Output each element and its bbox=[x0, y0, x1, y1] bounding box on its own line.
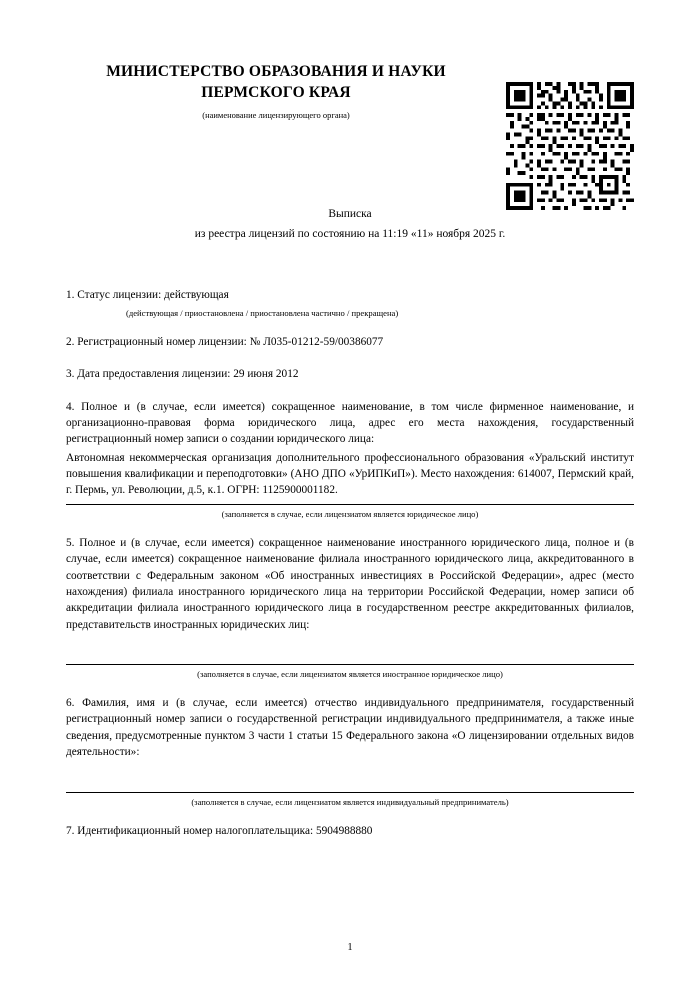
item-5-note: (заполняется в случае, если лицензиатом является иностранное юридическое лицо) bbox=[197, 669, 503, 680]
ministry-title-line2: ПЕРМСКОГО КРАЯ bbox=[201, 83, 351, 101]
item-7-taxpayer-number: 7. Идентификационный номер налогоплательщика: 5904988880 bbox=[66, 824, 373, 837]
item-6-individual-entrepreneur: 6. Фамилия, имя и (в случае, если имеется) отчество индивидуального предпринимателя, государственный регистрационный номер записи о государственной регистрации индивидуального предпринимателя, а также иные сведения, предусмотренные пунктом 3 части 1 статьи 15 Федерального закона «О лицензировании отдельных видов деятельности»: bbox=[66, 697, 634, 759]
item-4-value: Автономная некоммерческая организация дополнительного профессионального образования «Уральский институт повышения квалификации и переподготовки» (АНО ДПО «УрИПКиП»). Место нахождения: 614007, Пермский край, г. Пермь, ул. Революции, д.5, к.1. ОГРН: 1125900001182. bbox=[66, 451, 634, 497]
qr-code-icon bbox=[506, 82, 634, 210]
doc-title-line1: Выписка bbox=[328, 207, 372, 220]
item-3-issue-date: 3. Дата предоставления лицензии: 29 июня 2012 bbox=[66, 368, 299, 381]
item-5-blank-space bbox=[66, 633, 634, 659]
item-6-note: (заполняется в случае, если лицензиатом является индивидуальный предприниматель) bbox=[191, 796, 509, 807]
item-4-legal-entity-name: 4. Полное и (в случае, если имеется) сокращенное наименование, в том числе фирменное наименование, и организационно-правовая форма юридического лица, адрес его места нахождения, государственный регистрационный номер записи о создании юридического лица: bbox=[66, 400, 634, 446]
item-5-foreign-entity-name: 5. Полное и (в случае, если имеется) сокращенное наименование иностранного юридического лица, полное и (в случае, если имеется) сокращенное наименование филиала иностранного юридического лица, аккредитованного в соответствии с Федеральным законом «Об иностранных инвестициях в Российской Федерации», адрес (место нахождения) филиала иностранного юридического лица на территории Российской Федерации, номер записи об аккредитации филиала иностранного юридического лица в государственном реестре аккредитованных филиалов, представительств иностранных юридических лиц: bbox=[66, 536, 634, 631]
doc-title-line2: из реестра лицензий по состоянию на 11:19 «11» ноября 2025 г. bbox=[194, 227, 506, 240]
page-title bbox=[66, 206, 634, 244]
document-header bbox=[66, 0, 486, 120]
item-6-blank-space bbox=[66, 761, 634, 787]
item-1-note: (действующая / приостановлена / приостановлена частично / прекращена) bbox=[126, 307, 399, 318]
item-5-divider bbox=[66, 664, 634, 665]
item-2-registration-number: 2. Регистрационный номер лицензии: № Л035-01212-59/00386077 bbox=[66, 335, 384, 348]
item-4-note: (заполняется в случае, если лицензиатом является юридическое лицо) bbox=[221, 508, 479, 519]
ministry-title-line1: МИНИСТЕРСТВО ОБРАЗОВАНИЯ И НАУКИ bbox=[106, 63, 446, 80]
ministry-caption: (наименование лицензирующего органа) bbox=[202, 109, 350, 120]
item-1-status: 1. Статус лицензии: действующая bbox=[66, 289, 229, 302]
page-number: 1 bbox=[347, 942, 353, 953]
item-6-divider bbox=[66, 792, 634, 793]
ministry-title bbox=[66, 62, 486, 104]
item-4-divider bbox=[66, 504, 634, 505]
